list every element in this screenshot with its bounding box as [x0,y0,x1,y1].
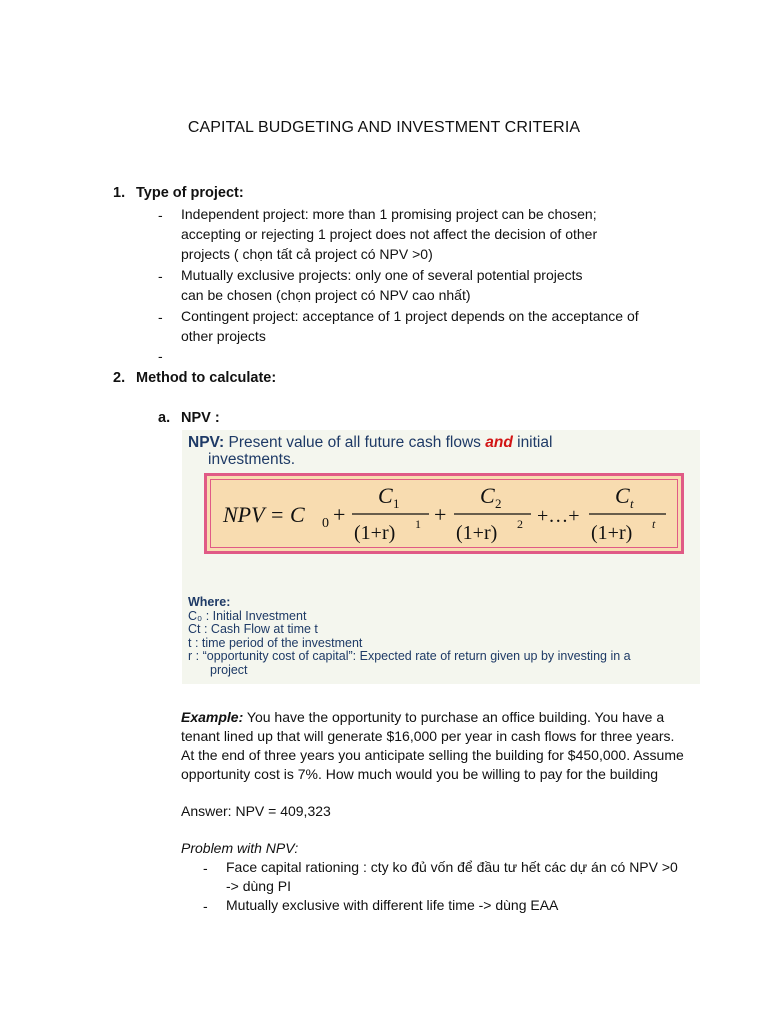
formula-plus: + [434,502,447,527]
figure-heading-and: and [485,434,513,451]
example-line: tenant lined up that will generate $16,000 per year in cash flows for three years. [181,728,675,744]
formula-plus: + [333,502,346,527]
npv-formula [207,476,681,551]
list-item-line: other projects [181,328,266,344]
example-line: opportunity cost is 7%. How much would you be willing to pay for the building [181,766,659,782]
bullet-dash: - [158,348,163,364]
bullet-dash: - [158,207,163,223]
subsection-a-heading: NPV : [181,410,220,426]
example-label: Example: [181,709,244,725]
where-line: project [210,662,248,677]
formula-exp-2: 2 [517,517,523,531]
formula-den-1: (1+r) [354,522,396,544]
section-1-heading: Type of project: [136,185,244,201]
problem-item-line: Mutually exclusive with different life time -> dùng EAA [226,897,559,913]
figure-heading-text-2: initial [512,434,553,451]
formula-exp-1: 1 [415,517,421,531]
figure-heading-npv: NPV: [188,434,225,451]
problem-heading: Problem with NPV: [181,840,299,856]
figure-heading-text: Present value of all future cash flows [224,434,486,451]
bullet-dash: - [158,268,163,284]
formula-lhs-sub: 0 [322,516,329,531]
formula-c1-sub: 1 [393,496,400,511]
section-2-heading: Method to calculate: [136,370,277,386]
section-2-number: 2. [113,370,126,386]
where-line: C₀ : Initial Investment [188,608,307,623]
bullet-dash: - [203,860,208,876]
list-item-line: accepting or rejecting 1 project does not affect the decision of other [181,226,598,242]
figure-heading [188,434,698,468]
formula-den-t: (1+r) [591,522,633,544]
formula-c2: C [480,483,495,508]
where-line: Ct : Cash Flow at time t [188,622,318,636]
bullet-dash: - [203,898,208,914]
formula-den-2: (1+r) [456,522,498,544]
example-line-1 [181,707,664,727]
formula-lhs: NPV = C [223,502,305,527]
section-1-number: 1. [113,185,126,201]
formula-ct-sub: t [630,496,634,511]
answer-text: Answer: NPV = 409,323 [181,803,331,819]
figure-where-block [188,596,631,677]
where-line: t : time period of the investment [188,635,363,650]
bullet-dash: - [158,309,163,325]
list-item-line: Independent project: more than 1 promising project can be chosen; [181,206,597,222]
example-line: At the end of three years you anticipate selling the building for $450,000. Assume [181,747,684,763]
list-item-line: Mutually exclusive projects: only one of several potential projects [181,267,583,283]
formula-ct: C [615,483,630,508]
formula-box [204,473,684,554]
document-title: CAPITAL BUDGETING AND INVESTMENT CRITERIA [187,119,581,136]
list-item-line: can be chosen (chọn project có NPV cao nhất) [181,287,471,303]
problem-item-line: Face capital rationing : cty ko đủ vốn để đầu tư hết các dự án có NPV >0 [226,859,678,875]
problem-item-line: -> dùng PI [226,878,291,894]
where-title: Where: [188,595,231,609]
list-item-line: Contingent project: acceptance of 1 project depends on the acceptance of [181,308,639,324]
where-line: r : “opportunity cost of capital”: Expected rate of return given up by investing in a [188,649,631,663]
example-text: You have the opportunity to purchase an office building. You have a [243,709,665,725]
formula-ellipsis: +…+ [537,505,580,527]
subsection-a-letter: a. [158,410,171,426]
npv-formula-figure [182,430,700,684]
list-item-line: projects ( chọn tất cả project có NPV >0) [181,246,433,262]
formula-c1: C [378,483,393,508]
formula-c2-sub: 2 [495,496,502,511]
figure-heading-line-2: investments. [208,451,296,468]
formula-exp-t: t [652,517,656,531]
